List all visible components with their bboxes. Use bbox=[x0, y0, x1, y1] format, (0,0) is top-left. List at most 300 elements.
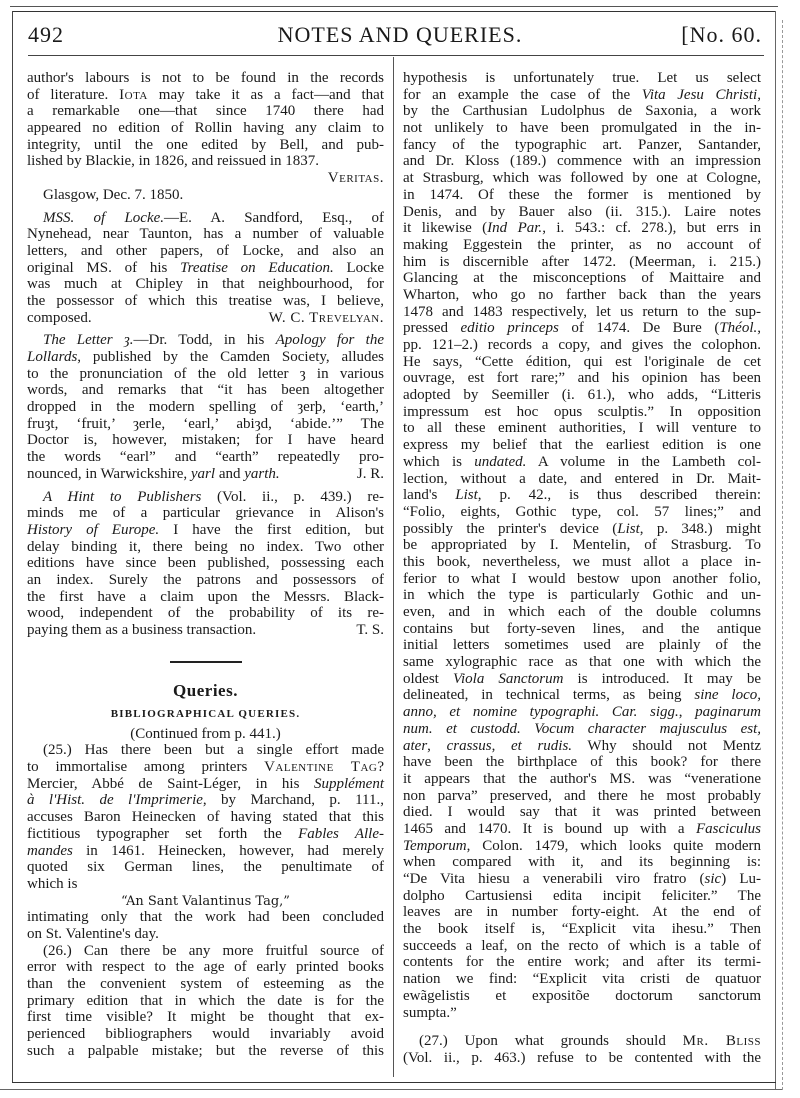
text-run: , bbox=[491, 737, 511, 754]
text-line bbox=[27, 70, 384, 87]
italic-text: Lollards bbox=[27, 349, 78, 365]
text-run: T. S. bbox=[356, 622, 384, 638]
italic-text: sic bbox=[704, 871, 722, 887]
text-line bbox=[403, 921, 761, 938]
text-run: paying them as a business transaction. bbox=[27, 622, 257, 638]
text-line bbox=[403, 938, 761, 955]
text-line bbox=[403, 988, 761, 1005]
text-line bbox=[403, 871, 761, 888]
paragraph bbox=[27, 170, 384, 187]
text-run: letters, and other papers, of Locke, and also an bbox=[27, 242, 384, 259]
text-run: (Vol. ii., p. 439.) re- bbox=[201, 488, 384, 505]
text-line bbox=[27, 137, 384, 154]
text-line bbox=[27, 170, 384, 187]
text-run: was much at Chipley in that neighbourhood, for bbox=[27, 276, 384, 293]
text-run: the words “earl” and “earth” repeatedly pro- bbox=[27, 449, 384, 466]
text-run: , i. 543.: cf. 278.), but errs in bbox=[542, 220, 761, 237]
italic-text: undated. bbox=[474, 453, 527, 470]
page-border-right bbox=[775, 11, 776, 1089]
text-run: , bbox=[757, 86, 761, 103]
text-run: , p. 348.) might bbox=[639, 520, 762, 537]
text-run: , p. 42., is thus described therein: bbox=[477, 487, 762, 504]
text-run: a remarkable one—that since 1740 there had bbox=[27, 103, 384, 120]
text-line bbox=[27, 366, 384, 383]
queries-heading: Queries. bbox=[173, 680, 238, 700]
text-line bbox=[403, 87, 761, 104]
note-entry bbox=[27, 489, 384, 639]
text-line bbox=[27, 622, 384, 639]
text-line bbox=[27, 260, 384, 277]
text-line bbox=[403, 320, 761, 337]
text-line bbox=[27, 505, 384, 522]
text-line bbox=[27, 153, 384, 170]
column-divider bbox=[393, 57, 394, 1077]
line-text bbox=[27, 466, 280, 483]
text-line bbox=[403, 504, 761, 521]
text-line bbox=[403, 604, 761, 621]
italic-text: num. et custodd. Vocum character majusculus est, bbox=[403, 720, 761, 737]
text-run: Denis, and by Bauer also (ii. 315.). Laire notes bbox=[403, 203, 761, 220]
text-line bbox=[403, 521, 761, 538]
text-run: such a palpable mistake; but the reverse of this bbox=[27, 1042, 384, 1059]
italic-text: Apology for the bbox=[275, 332, 384, 349]
text-line bbox=[27, 826, 384, 843]
text-run: words, and remarks that “it has been altogether bbox=[27, 382, 384, 399]
text-line bbox=[403, 387, 761, 404]
text-line bbox=[27, 843, 384, 860]
text-line bbox=[403, 571, 761, 588]
text-line bbox=[27, 310, 384, 327]
text-line bbox=[403, 237, 761, 254]
text-run: to all these eminent authorities, I will venture to bbox=[403, 420, 761, 437]
text-run: dolpho Cartusiensi edita incipit feliciter.” The bbox=[403, 887, 761, 904]
text-run: in which the type is particularly Gothic and un- bbox=[403, 587, 761, 604]
paragraph bbox=[403, 70, 761, 1021]
blackletter-quote: “An Sant Valantinus Tag,” bbox=[121, 893, 290, 909]
small-caps-text: Valentine Tag bbox=[264, 759, 378, 776]
text-line bbox=[27, 776, 384, 793]
text-run: in 1461. Heinecken, however, had merely bbox=[72, 842, 384, 859]
text-line bbox=[403, 788, 761, 805]
page-border-bottom bbox=[12, 1082, 776, 1083]
text-run: J. R. bbox=[356, 465, 384, 482]
text-line bbox=[403, 971, 761, 988]
text-run: editions have since been published, possessing each bbox=[27, 555, 384, 572]
text-line bbox=[27, 276, 384, 293]
italic-text: Ind Par. bbox=[487, 220, 543, 237]
text-run: minds me of a particular grievance in Alison's bbox=[27, 505, 384, 522]
text-run: succeeds a leaf, on the recto of which is a table of bbox=[403, 937, 761, 954]
text-run: —E. A. Sandford, Esq., of bbox=[164, 209, 384, 226]
text-run: hypothesis is unfortunately true. Let us select bbox=[403, 70, 761, 86]
italic-text: mandes bbox=[27, 842, 73, 859]
text-line bbox=[403, 471, 761, 488]
text-run: Glasgow, Dec. 7. 1850. bbox=[43, 186, 184, 203]
text-run: , published by the Camden Society, alludes bbox=[77, 349, 384, 365]
text-run: lished by Blackie, in 1826, and reissued in 1837. bbox=[27, 153, 320, 170]
issue-number: [No. 60. bbox=[681, 22, 762, 47]
text-run: when compared with it, and its beginning is: bbox=[403, 854, 761, 871]
text-run: , Colon. 1479, which looks quite modern bbox=[466, 837, 761, 854]
text-line bbox=[403, 254, 761, 271]
text-line bbox=[27, 976, 384, 993]
text-line bbox=[27, 993, 384, 1010]
text-run: it appears that the author's MS. was “veneratione bbox=[403, 770, 761, 787]
right-column-text bbox=[403, 70, 761, 1067]
italic-text: The Letter ȝ. bbox=[43, 332, 134, 349]
text-run: Locke bbox=[333, 259, 384, 276]
paragraph bbox=[27, 187, 384, 204]
text-line bbox=[27, 605, 384, 622]
text-run: —Dr. Todd, in his bbox=[133, 332, 276, 349]
text-run: Nynehead, near Taunton, has a number of valuable bbox=[27, 226, 384, 243]
text-line bbox=[27, 293, 384, 310]
text-run: fancy of the typographic art. Panzer, Santander, bbox=[403, 136, 761, 153]
left-column bbox=[27, 70, 384, 1059]
italic-text: Treatise on Education. bbox=[180, 259, 334, 276]
continued-note: (Continued from p. 441.) bbox=[130, 725, 281, 742]
text-run: which is bbox=[403, 453, 475, 470]
text-line bbox=[403, 704, 761, 721]
text-run: A volume in the Lambeth col- bbox=[526, 453, 761, 470]
text-line bbox=[27, 1009, 384, 1026]
text-run: even, and in which each of the double columns bbox=[403, 604, 761, 620]
text-run: and Dr. Kloss (189.) commence with an impression bbox=[403, 153, 761, 170]
text-line bbox=[27, 332, 384, 349]
text-run: nounced, in Warwickshire, bbox=[27, 465, 191, 482]
text-line bbox=[27, 859, 384, 876]
text-run: lection, without a date, and entered in Dr. Mait- bbox=[403, 470, 761, 487]
text-line bbox=[403, 204, 761, 221]
text-run: ? bbox=[377, 759, 385, 776]
text-line bbox=[27, 226, 384, 243]
text-line bbox=[27, 792, 384, 809]
text-line bbox=[403, 654, 761, 671]
italic-text: crassus bbox=[446, 737, 492, 754]
text-run: pressed bbox=[403, 320, 461, 337]
paragraph bbox=[27, 893, 384, 910]
text-line bbox=[27, 909, 384, 926]
text-run: Glancing at the misconceptions of Maittaire and bbox=[403, 270, 761, 287]
text-run: appeared no edition of Rollin having any claim to bbox=[27, 120, 384, 137]
text-run: 1478 and 1483 respectively, let us return to the sup- bbox=[403, 303, 761, 320]
text-line bbox=[27, 120, 384, 137]
journal-title: NOTES AND QUERIES. bbox=[277, 22, 523, 47]
text-line bbox=[27, 572, 384, 589]
italic-text: Temporum bbox=[403, 837, 467, 854]
queries-section bbox=[27, 742, 384, 1059]
text-line bbox=[403, 187, 761, 204]
paragraph bbox=[27, 70, 384, 170]
text-run: original MS. of his bbox=[27, 259, 181, 276]
text-line bbox=[403, 721, 761, 738]
text-line bbox=[27, 432, 384, 449]
text-line bbox=[27, 555, 384, 572]
text-line bbox=[403, 637, 761, 654]
text-line bbox=[27, 466, 384, 483]
text-run: accuses Baron Heinecken of having stated that this bbox=[27, 809, 384, 826]
text-run: the book itself is, “Explicit vita ihesu.” Then bbox=[403, 921, 761, 938]
text-run: , bbox=[678, 704, 696, 721]
text-line bbox=[403, 537, 761, 554]
page-border-left bbox=[12, 11, 13, 1083]
italic-text: Viola Sanctorum bbox=[452, 670, 564, 687]
text-run: 1465 and 1470. It is bound up with a bbox=[403, 820, 696, 837]
text-line bbox=[403, 454, 761, 471]
text-run: an index. Surely the patrons and possessors of bbox=[27, 571, 384, 588]
text-line bbox=[403, 754, 761, 771]
text-run: delineated, in technical terms, as being bbox=[403, 687, 695, 704]
paragraph bbox=[27, 742, 384, 892]
text-run: I have the first edition, but bbox=[159, 521, 384, 538]
text-line bbox=[27, 1026, 384, 1043]
italic-text: à l'Hist. de l'Imprimerie bbox=[27, 792, 203, 809]
text-run: at Strasburg, which was followed by one at Cologne, bbox=[403, 170, 761, 187]
text-line bbox=[403, 804, 761, 821]
italic-text: Supplément bbox=[314, 775, 384, 792]
italic-text: List bbox=[617, 520, 640, 537]
text-run: ouvrage, est fort rare;” and his opinion has been bbox=[403, 370, 761, 387]
text-line bbox=[403, 304, 761, 321]
text-run: is introduced. It may be bbox=[563, 670, 761, 687]
text-line bbox=[403, 170, 761, 187]
text-run: contents for the entire work; and after its termi- bbox=[403, 954, 761, 971]
text-run: Wharton, who go no farther back than the years bbox=[403, 286, 761, 303]
italic-text: yarl bbox=[190, 465, 216, 482]
text-run: , bbox=[427, 737, 447, 754]
text-line bbox=[403, 70, 761, 87]
italic-text: Théol. bbox=[719, 320, 758, 337]
text-run: it likewise ( bbox=[403, 220, 488, 237]
small-caps-text: Veritas. bbox=[327, 170, 384, 187]
text-run: on St. Valentine's day. bbox=[27, 925, 159, 942]
note-entry bbox=[27, 210, 384, 327]
text-run: Why should not Mentz bbox=[572, 737, 762, 754]
text-line bbox=[403, 370, 761, 387]
text-line bbox=[27, 522, 384, 539]
text-line bbox=[403, 838, 761, 855]
notes-section bbox=[27, 70, 384, 639]
text-run: (25.) Has there been but a single effort made bbox=[43, 742, 384, 759]
text-run: sumpta.” bbox=[403, 1004, 457, 1021]
text-run: wood, independent of the probability of its re- bbox=[27, 605, 384, 622]
page-border-top bbox=[10, 6, 778, 7]
text-run: “De Vita hiesu a venerabili viro fratro ( bbox=[403, 871, 705, 887]
text-line bbox=[403, 954, 761, 971]
text-line bbox=[27, 742, 384, 759]
text-run: non parva” preserved, and there he most probably bbox=[403, 787, 761, 804]
bibliographical-queries-subheading: BIBLIOGRAPHICAL QUERIES. bbox=[110, 707, 301, 720]
text-run: quoted six German lines, the penultimate of bbox=[27, 859, 384, 876]
header-rule bbox=[28, 55, 764, 56]
text-run: initial letters sometimes used are plainly of the bbox=[403, 637, 761, 654]
text-line bbox=[27, 87, 384, 104]
text-run: died. I would say that it was printed between bbox=[403, 804, 761, 821]
text-run: integrity, until the one edited by Bell, and pub- bbox=[27, 136, 384, 153]
text-line bbox=[403, 404, 761, 421]
small-caps-text: W. C. Trevelyan. bbox=[268, 309, 384, 326]
italic-text: Fables Alle- bbox=[298, 825, 384, 842]
text-line bbox=[403, 854, 761, 871]
italic-text: Fasciculus bbox=[696, 820, 761, 837]
text-run: contains but forty-seven lines, and the antique bbox=[403, 620, 761, 637]
text-run: be appropriated by I. Mentelin, of Strasburg. To bbox=[403, 537, 761, 554]
signature bbox=[356, 622, 384, 639]
small-caps-text: Iota bbox=[119, 86, 148, 103]
text-run: possibly the printer's device ( bbox=[403, 520, 618, 537]
text-run: oldest bbox=[403, 670, 453, 687]
text-line bbox=[27, 539, 384, 556]
page-number: 492 bbox=[28, 22, 64, 47]
text-run: the possessor of which this treatise was, I believe, bbox=[27, 292, 384, 309]
italic-text: yarth. bbox=[244, 465, 280, 482]
text-line bbox=[27, 759, 384, 776]
text-line bbox=[403, 888, 761, 905]
line-text bbox=[27, 310, 92, 327]
text-run: in 1474. Of these the former is mentioned by bbox=[403, 186, 761, 203]
text-run: (Vol. ii., p. 463.) refuse to be contented with the bbox=[403, 1049, 761, 1066]
italic-text: MSS. of Locke. bbox=[43, 209, 165, 226]
page-border-right-outer bbox=[782, 20, 783, 1090]
italic-text: sine loco, bbox=[694, 687, 761, 704]
text-run: impressum est hoc opus sculptis.” In opposition bbox=[403, 403, 761, 420]
text-run: for an example the case of the bbox=[403, 86, 642, 103]
text-line bbox=[27, 943, 384, 960]
text-run: fruȝt, ‘fruit,’ ȝerle, ‘earl,’ abiȝd, ‘abide.’” The bbox=[27, 415, 384, 432]
text-run: have been the birthplace of this book? for there bbox=[403, 754, 761, 771]
italic-text: History of Europe. bbox=[27, 521, 160, 538]
page-border-bottom-outer bbox=[0, 1089, 782, 1090]
text-run: He says, “Cette édition, qui est l'originale de cet bbox=[403, 353, 761, 370]
text-line bbox=[27, 210, 384, 227]
italic-text: List bbox=[455, 487, 478, 504]
text-line bbox=[403, 337, 761, 354]
text-line bbox=[403, 1050, 761, 1067]
text-run: to the pronunciation of the old letter ȝ in various bbox=[27, 365, 384, 382]
text-run: this book, nevertheless, we must allot a place in- bbox=[403, 553, 761, 570]
text-line bbox=[403, 587, 761, 604]
text-run: ferior to what I would bestow upon another folio, bbox=[403, 570, 761, 587]
text-run: of literature. bbox=[27, 86, 120, 103]
text-run: may take it as a fact—and that bbox=[147, 86, 384, 103]
text-line bbox=[403, 621, 761, 638]
section-rule bbox=[170, 661, 242, 663]
text-run: by the Carthusian Ludolphus de Saxonia, a work bbox=[403, 103, 761, 120]
text-run: pp. 121–2.) records a copy, and gives the colophon. bbox=[403, 337, 761, 353]
text-line bbox=[27, 243, 384, 260]
paragraph bbox=[27, 943, 384, 1060]
note-entry bbox=[27, 332, 384, 482]
text-line bbox=[27, 1043, 384, 1060]
text-run: of 1474. De Bure ( bbox=[558, 320, 720, 337]
text-run: composed. bbox=[27, 309, 92, 326]
text-line bbox=[403, 687, 761, 704]
page-border-top-inner bbox=[12, 11, 776, 12]
signature bbox=[357, 466, 384, 483]
text-line bbox=[27, 449, 384, 466]
text-run: first time visible? It might be thought that ex- bbox=[27, 1009, 384, 1026]
text-run: delay binding it, there being no index. Two other bbox=[27, 538, 384, 555]
text-run: , by Marchand, p. 111., bbox=[202, 792, 384, 809]
italic-text: Vita Jesu Christi bbox=[641, 86, 758, 103]
italic-text: ater bbox=[403, 737, 428, 754]
text-run: (26.) Can there be any more fruitful source of bbox=[43, 942, 384, 959]
text-line bbox=[27, 187, 384, 204]
italic-text: editio princeps bbox=[460, 320, 559, 337]
italic-text: et rudis. bbox=[511, 737, 573, 754]
text-run: than the convenient system of esteeming as the bbox=[27, 976, 384, 992]
text-run: error with respect to the age of early printed books bbox=[27, 959, 384, 976]
text-line bbox=[403, 671, 761, 688]
text-line bbox=[403, 153, 761, 170]
text-line bbox=[403, 437, 761, 454]
text-run: nation we find: “Explicit vita cristi de quatuor bbox=[403, 971, 761, 988]
text-run: ) Lu- bbox=[721, 871, 761, 887]
text-run: not unlikely to have been promulgated in the in- bbox=[403, 120, 761, 137]
paragraph bbox=[27, 909, 384, 942]
text-line bbox=[403, 1005, 761, 1022]
text-run: and bbox=[215, 465, 245, 482]
line-text bbox=[27, 622, 256, 639]
paragraph bbox=[403, 1033, 761, 1066]
text-line bbox=[27, 589, 384, 606]
text-line bbox=[403, 738, 761, 755]
text-line bbox=[403, 821, 761, 838]
text-run: “Folio, eights, Gothic type, col. 57 lines;” and bbox=[403, 503, 761, 520]
text-run: to immortalise among printers bbox=[27, 759, 265, 776]
small-caps-text: Mr. Bliss bbox=[682, 1033, 761, 1050]
text-line bbox=[403, 287, 761, 304]
text-run: express my belief that the earliest edition is one bbox=[403, 437, 761, 454]
text-line bbox=[27, 103, 384, 120]
text-run: (27.) Upon what grounds should bbox=[419, 1033, 683, 1050]
text-line bbox=[403, 354, 761, 371]
text-line bbox=[403, 487, 761, 504]
text-line bbox=[27, 416, 384, 433]
text-run: fictitious typographer set forth the bbox=[27, 825, 299, 842]
italic-text: paginarum bbox=[695, 704, 762, 721]
italic-text: anno, et nomine typographi. Car. sigg. bbox=[403, 704, 679, 721]
italic-text: A Hint to Publishers bbox=[43, 488, 202, 505]
text-line bbox=[27, 926, 384, 943]
text-run: making Eggestein the printer, as no account of bbox=[403, 236, 761, 253]
text-line bbox=[403, 904, 761, 921]
text-run: intimating only that the work had been concluded bbox=[27, 909, 384, 926]
text-run: dropped in the modern spelling of ȝerþ, ‘earth,’ bbox=[27, 399, 384, 416]
text-line bbox=[403, 120, 761, 137]
text-line bbox=[27, 349, 384, 366]
text-run: , bbox=[757, 320, 761, 337]
text-line bbox=[403, 137, 761, 154]
text-line bbox=[403, 270, 761, 287]
text-run: leaves are in number forty-eight. At the end of bbox=[403, 904, 761, 921]
text-run: land's bbox=[403, 487, 456, 504]
text-run: perienced bibliographers would invariably avoid bbox=[27, 1026, 384, 1043]
text-line bbox=[27, 489, 384, 506]
text-line bbox=[403, 1033, 761, 1050]
text-run: same xylographic race as that one with which the bbox=[403, 654, 761, 671]
text-line bbox=[403, 220, 761, 237]
signature bbox=[269, 310, 384, 327]
text-line bbox=[403, 554, 761, 571]
text-run: Mercier, Abbé de Saint-Léger, in his bbox=[27, 775, 315, 792]
text-run: adopted by Seemiller (i. 61.), who adds, “Litteris bbox=[403, 387, 761, 404]
text-line bbox=[27, 399, 384, 416]
text-run: primary edition that in which the date is for the bbox=[27, 992, 384, 1009]
text-run: Doctor is, however, mistaken; for I have heard bbox=[27, 432, 384, 449]
text-line bbox=[403, 420, 761, 437]
text-run: him is discernible after 1472. (Meerman, i. 215.) bbox=[403, 253, 761, 270]
